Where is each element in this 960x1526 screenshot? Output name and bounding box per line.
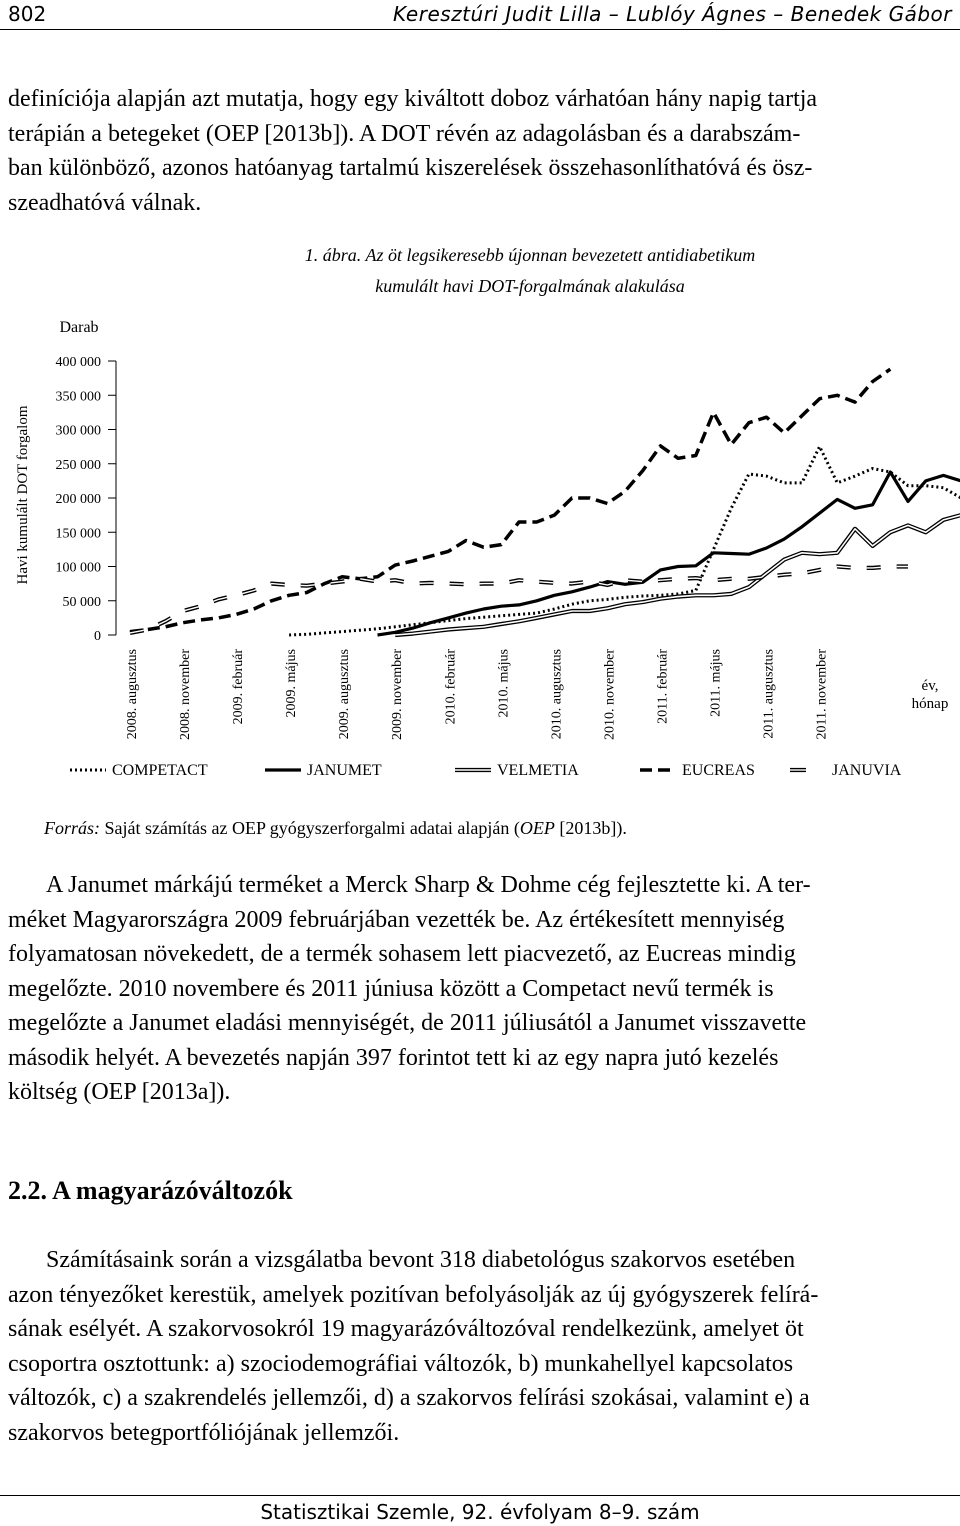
text-line: szeadhatóvá válnak. <box>8 189 202 216</box>
y-tick-label: 400 000 <box>55 355 101 370</box>
text-line: folyamatosan növekedett, de a termék sohasem lett piacvezető, az Eucreas mindig <box>8 941 796 967</box>
y-axis <box>15 319 116 644</box>
text-line: szakorvos betegportfóliójának jellemzői. <box>8 1419 400 1446</box>
text-line: megelőzte. 2010 novembere és 2011 júniusa között a Competact nevű termék is <box>8 975 774 1002</box>
x-tick-label: 2010. augusztus <box>549 649 565 740</box>
legend-item-eucreas <box>640 762 755 779</box>
legend-item-velmetia <box>455 762 579 779</box>
x-axis <box>125 649 948 740</box>
page-header <box>0 0 960 28</box>
y-tick-label: 250 000 <box>55 457 101 473</box>
text-line: A Janumet márkájú terméket a Merck Sharp & Dohme cég fejlesztette ki. A ter- <box>46 872 811 898</box>
y-tick-label: 300 000 <box>55 423 101 439</box>
x-axis-label <box>912 678 949 712</box>
text-line: megelőzte a Janumet eladási mennyiségét, de 2011 júliusától a Janumet visszavette <box>8 1010 807 1036</box>
text-line: változók, c) a szakrendelés jellemzői, d) a szakorvos felírási szokásai, valamint e) a <box>8 1385 810 1411</box>
x-tick-label: 2011. február <box>655 649 671 724</box>
text-line: sának esélyét. A szakorvosokról 19 magyarázóváltozóval rendelkezünk, amelyet öt <box>8 1316 804 1342</box>
y-tick-label: 350 000 <box>55 389 101 405</box>
x-tick-label: 2008. november <box>178 649 194 740</box>
text-line: méket Magyarországra 2009 februárjában vezették be. Az értékesített mennyiség <box>8 906 785 933</box>
legend-label: VELMETIA <box>497 762 579 779</box>
x-tick-label: 2011. augusztus <box>761 649 777 739</box>
section-heading: 2.2. A magyarázóváltozók <box>8 1176 293 1205</box>
figure-title-2: kumulált havi DOT-forgalmának alakulása <box>375 276 685 296</box>
source-text-b: [2013b]). <box>559 818 627 838</box>
page-footer <box>0 1495 960 1525</box>
series-competact <box>289 447 960 635</box>
x-axis-label-line: hónap <box>911 696 949 712</box>
running-authors: Keresztúri Judit Lilla – Lublóy Ágnes – Benedek Gábor <box>393 2 952 26</box>
x-tick-label: 2008. augusztus <box>125 649 140 740</box>
text-line: csoportra osztottunk: a) szociodemográfiai változók, b) munkahellyel kapcsolatos <box>8 1350 794 1377</box>
text-line: terápián a betegeket (OEP [2013b]). A DOT révén az adagolásban és a darabszám- <box>8 120 801 147</box>
x-tick-label: 2009. május <box>284 649 300 718</box>
source-text-a: Saját számítás az OEP gyógyszerforgalmi adatai alapján ( <box>104 818 520 838</box>
y-axis-label: Havi kumulált DOT forgalom <box>15 405 31 585</box>
text-line: második helyét. A bevezetés napján 397 forintot tett ki az egy napra jutó kezelés <box>8 1044 779 1071</box>
y-tick-label: 150 000 <box>55 526 101 542</box>
paragraph-intro <box>8 82 952 220</box>
x-tick-label: 2009. február <box>231 649 247 725</box>
legend-label: JANUMET <box>307 762 382 779</box>
y-tick-label: 200 000 <box>55 492 101 507</box>
text-line: azon tényezőket kerestük, amelyek pozitívan befolyásolják az új gyógyszerek felírá- <box>8 1281 819 1308</box>
series-lines <box>130 369 960 635</box>
text-line: ban különböző, azonos hatóanyag tartalmú kiszerelések összehasonlíthatóvá és ösz- <box>8 155 813 181</box>
paragraph-variables <box>8 1243 952 1450</box>
figure-title-1: Az öt legsikeresebb újonnan bevezetett antidiabetikum <box>365 245 756 265</box>
paragraph-janumet <box>8 868 952 1110</box>
x-tick-label: 2010. február <box>443 649 459 725</box>
text-line: költség (OEP [2013a]). <box>8 1079 231 1105</box>
legend-item-januvia <box>790 762 902 779</box>
text-line: definíciója alapján azt mutatja, hogy egy kiváltott doboz várhatóan hány napig tartja <box>8 86 818 112</box>
x-tick-label: 2011. november <box>814 649 830 740</box>
figure-label: 1. ábra. <box>304 245 362 265</box>
y-tick-label: 50 000 <box>62 594 101 610</box>
legend-item-competact <box>70 762 208 779</box>
x-tick-label: 2011. május <box>708 649 724 717</box>
header-rule <box>0 29 960 30</box>
dot-line-chart <box>0 305 960 805</box>
x-tick-label: 2010. május <box>496 649 512 718</box>
legend-label: COMPETACT <box>112 762 208 779</box>
figure-caption <box>180 240 880 302</box>
legend-label: JANUVIA <box>832 762 902 779</box>
legend-item-janumet <box>265 762 382 779</box>
text-line: Számításaink során a vizsgálatba bevont 318 diabetológus szakorvos esetében <box>46 1247 796 1273</box>
y-tick-label: 0 <box>94 629 101 644</box>
journal-name: Statisztikai Szemle, 92. évfolyam 8–9. szám <box>260 1500 700 1524</box>
x-tick-label: 2009. november <box>390 649 406 740</box>
series-line-competact <box>289 447 960 635</box>
legend-label: EUCREAS <box>682 762 755 779</box>
x-axis-label-line: év, <box>921 678 939 694</box>
x-tick-label: 2010. november <box>602 649 618 740</box>
y-unit-label: Darab <box>59 319 99 336</box>
figure-source <box>44 818 627 839</box>
source-oep: OEP <box>519 818 555 838</box>
footer-rule <box>0 1495 960 1496</box>
source-label: Forrás: <box>44 818 101 838</box>
y-tick-label: 100 000 <box>55 560 101 576</box>
page-number: 802 <box>8 2 47 26</box>
chart-legend <box>70 762 902 779</box>
x-tick-label: 2009. augusztus <box>337 649 353 740</box>
